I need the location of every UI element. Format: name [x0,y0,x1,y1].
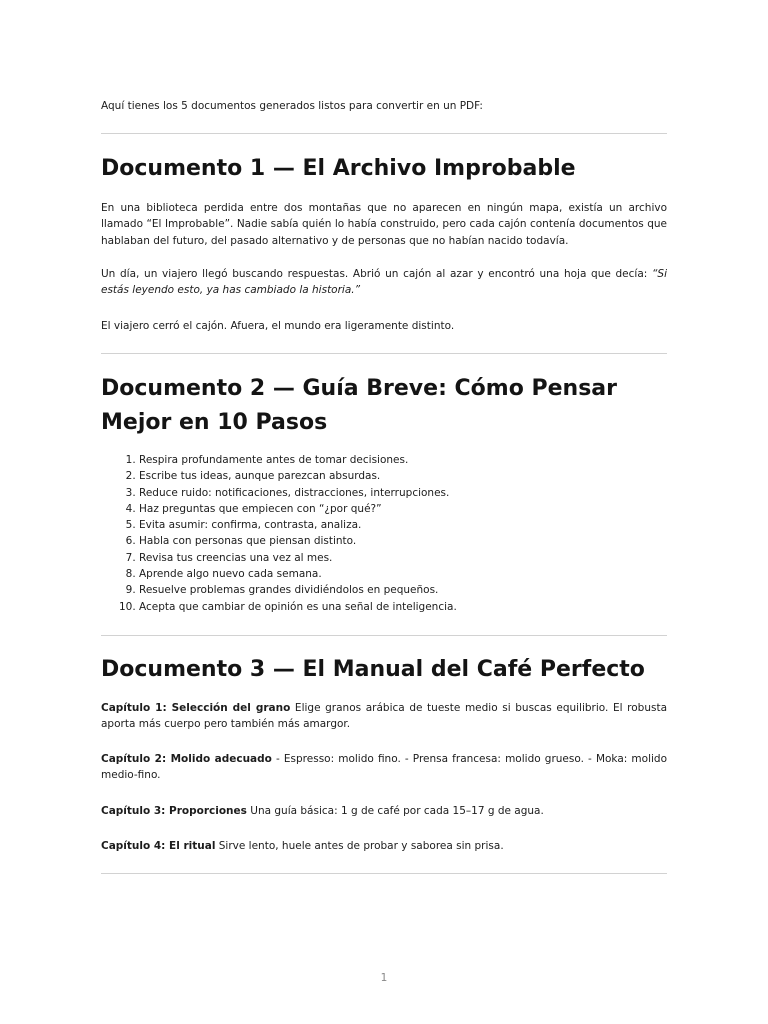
doc3-chapter-4 [101,838,667,854]
doc3-title: Documento 3 — El Manual del Café Perfecto [101,657,645,682]
doc1-title: Documento 1 — El Archivo Improbable [101,156,576,181]
doc3-chapter-2 [101,751,667,784]
chapter-label: Capítulo 1: Selección del grano [101,702,291,714]
list-item: 10. Acepta que cambiar de opinión es una señal de inteligencia. [139,599,667,615]
chapter-label: Capítulo 2: Molido adecuado [101,753,272,765]
list-item: 3. Reduce ruido: notificaciones, distracciones, interrupciones. [139,485,667,501]
list-item: 4. Haz preguntas que empiecen con “¿por qué?” [139,501,667,517]
list-item: 1. Respira profundamente antes de tomar decisiones. [139,452,667,468]
list-item: 6. Habla con personas que piensan distinto. [139,533,667,549]
list-item: 7. Revisa tus creencias una vez al mes. [139,550,667,566]
divider [101,133,667,134]
doc2-title: Documento 2 — Guía Breve: Cómo Pensar Mejor en 10 Pasos [101,376,617,435]
doc1-quote: “Si estás leyendo esto, ya has cambiado la historia.” [101,268,667,297]
divider [101,635,667,636]
chapter-text: - Espresso: molido fino. - Prensa francesa: molido grueso. - Moka: molido medio-fino. [101,753,667,782]
list-item: 8. Aprende algo nuevo cada semana. [139,566,667,582]
doc1-paragraph-2-text: Un día, un viajero llegó buscando respuestas. Abrió un cajón al azar y encontró una hoja que decía: [101,268,652,280]
doc2-steps-list [101,452,667,615]
divider [101,873,667,874]
page-number: 1 [380,972,388,984]
doc3-chapter-1 [101,700,667,733]
intro-text: Aquí tienes los 5 documentos generados listos para convertir en un PDF: [101,100,483,112]
chapter-label: Capítulo 4: El ritual [101,840,216,852]
chapter-text: Elige granos arábica de tueste medio si buscas equilibrio. El robusta aporta más cuerpo pero también más amargor. [101,702,667,731]
divider [101,353,667,354]
chapter-text: Sirve lento, huele antes de probar y saborea sin prisa. [215,840,504,852]
doc1-paragraph-2 [101,266,667,299]
chapter-text: Una guía básica: 1 g de café por cada 15–17 g de agua. [246,805,544,817]
doc1-paragraph-3: El viajero cerró el cajón. Afuera, el mundo era ligeramente distinto. [101,320,455,332]
doc1-paragraph-1: En una biblioteca perdida entre dos montañas que no aparecen en ningún mapa, existía un archivo llamado “El Improbable”. Nadie sabía quién lo había construido, pero cada cajón contenía documentos que hablaban del futuro, del pasado alternativo y de personas que no habían nacido todavía. [101,202,667,247]
doc3-chapter-3 [101,803,667,819]
chapter-label: Capítulo 3: Proporciones [101,805,247,817]
list-item: 2. Escribe tus ideas, aunque parezcan absurdas. [139,468,667,484]
list-item: 9. Resuelve problemas grandes dividiéndolos en pequeños. [139,582,667,598]
list-item: 5. Evita asumir: confirma, contrasta, analiza. [139,517,667,533]
